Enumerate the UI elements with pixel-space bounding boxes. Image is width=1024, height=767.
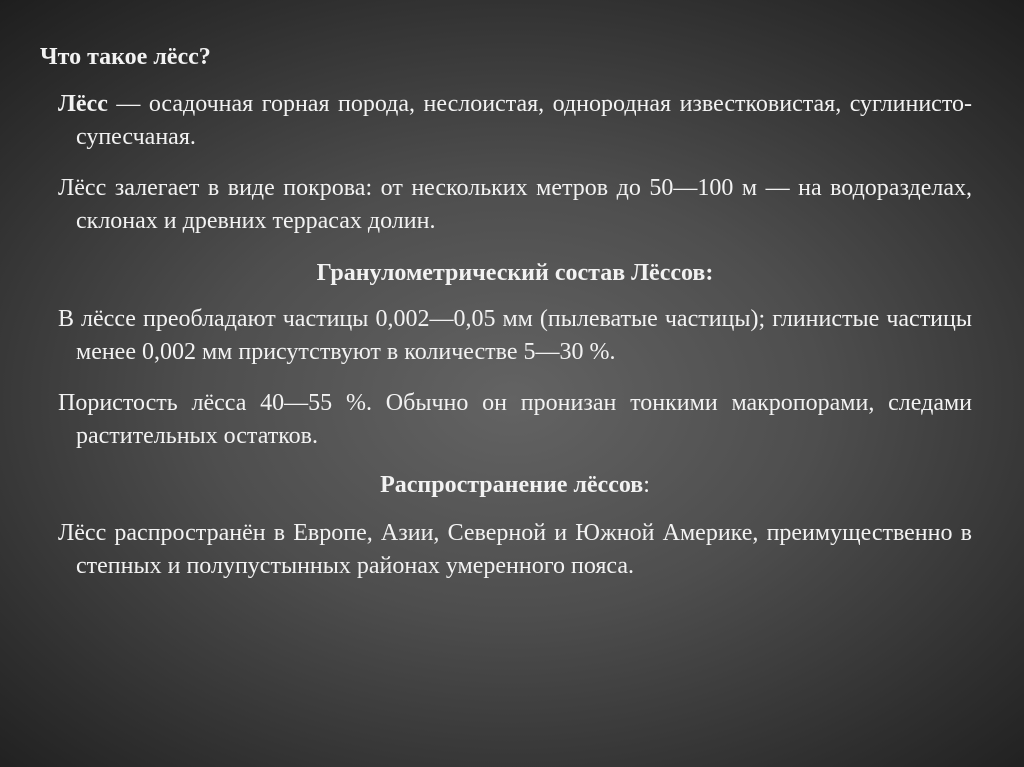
paragraph-occurrence: Лёсс залегает в виде покрова: от нескольких метров до 50—100 м — на водоразделах, склонах и древних террасах долин. — [58, 175, 972, 234]
definition-text: — осадочная горная порода, неслоистая, однородная известковистая, суглинисто-супесчаная. — [76, 91, 972, 150]
heading-distribution-text: Распространение лёссов — [380, 472, 644, 498]
heading-distribution — [58, 470, 972, 500]
paragraph-particles: В лёссе преобладают частицы 0,002—0,05 мм (пылеватые частицы); глинистые частицы менее 0,002 мм присутствуют в количестве 5—30 %. — [58, 306, 972, 365]
heading-distribution-colon: : — [643, 472, 650, 498]
heading-granulometric — [58, 258, 972, 288]
slide-title: Что такое лёсс? — [40, 44, 211, 70]
term-loess: Лёсс — [58, 91, 108, 117]
paragraph-porosity: Пористость лёсса 40—55 %. Обычно он пронизан тонкими макропорами, следами растительных остатков. — [58, 390, 972, 449]
heading-granulometric-text: Гранулометрический состав Лёссов: — [316, 260, 714, 286]
paragraph-distribution: Лёсс распространён в Европе, Азии, Северной и Южной Америке, преимущественно в степных и полупустынных районах умеренного пояса. — [58, 520, 972, 579]
paragraph-definition — [58, 88, 972, 154]
